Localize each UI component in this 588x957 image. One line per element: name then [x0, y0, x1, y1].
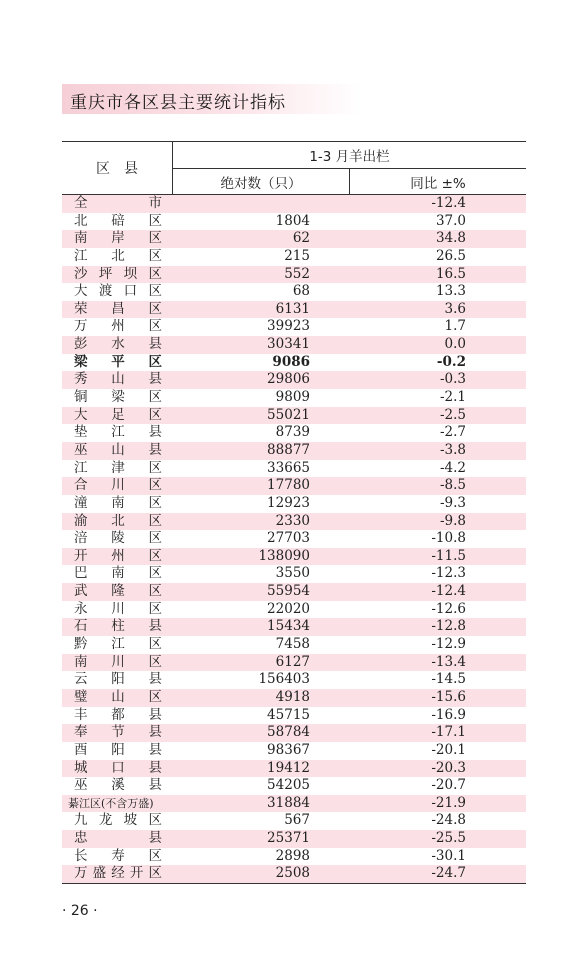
- absolute-value: 27703: [267, 530, 310, 547]
- table-row: [62, 477, 526, 495]
- absolute-value: 6127: [275, 653, 310, 670]
- absolute-value: 22020: [267, 600, 310, 617]
- table-row: [62, 407, 526, 425]
- absolute-value: 54205: [267, 777, 310, 794]
- table-row: [62, 671, 526, 689]
- table-row: [62, 707, 526, 725]
- district-name: 合 川 区: [74, 477, 162, 494]
- yoy-value: -2.1: [439, 389, 466, 406]
- table-row: [62, 760, 526, 778]
- absolute-value: 2898: [275, 847, 310, 864]
- yoy-value: -2.7: [439, 424, 466, 441]
- table-row: [62, 442, 526, 460]
- yoy-value: -12.3: [431, 565, 466, 582]
- absolute-value: 6131: [275, 300, 310, 317]
- absolute-value: 45715: [267, 706, 310, 723]
- district-name: 忠 县: [74, 830, 162, 847]
- yoy-value: -13.4: [431, 653, 466, 670]
- absolute-value: 31884: [267, 794, 310, 811]
- district-name: 九 龙 坡 区: [74, 812, 162, 829]
- table-row: [62, 724, 526, 742]
- table-row: [62, 742, 526, 760]
- absolute-value: 138090: [258, 547, 310, 564]
- yoy-value: -20.3: [431, 759, 466, 776]
- district-name: 大 渡 口 区: [74, 283, 162, 300]
- absolute-value: 19412: [267, 759, 310, 776]
- table-row: [62, 689, 526, 707]
- yoy-value: 0.0: [444, 336, 466, 353]
- absolute-value: 55954: [267, 583, 310, 600]
- district-name: 奉 节 县: [74, 724, 162, 741]
- district-name: 綦江区(不含万盛): [68, 796, 154, 810]
- table-row: [62, 548, 526, 566]
- district-name: 铜 梁 区: [74, 389, 162, 406]
- yoy-value: -25.5: [431, 830, 466, 847]
- header-district: 区县: [96, 161, 152, 177]
- table-row: [62, 583, 526, 601]
- absolute-value: 29806: [267, 371, 310, 388]
- district-name: 潼 南 区: [74, 494, 162, 511]
- header-group: 1-3 月羊出栏: [173, 142, 526, 169]
- table-row: [62, 530, 526, 548]
- table-body: [62, 195, 526, 883]
- table-row: [62, 636, 526, 654]
- district-name: 南 岸 区: [74, 230, 162, 247]
- absolute-value: 9086: [272, 353, 310, 370]
- absolute-value: 12923: [267, 494, 310, 511]
- absolute-value: 30341: [267, 336, 310, 353]
- district-name: 酉 阳 县: [74, 741, 162, 758]
- absolute-value: 88877: [267, 441, 310, 458]
- table-row: [62, 460, 526, 478]
- yoy-value: -12.6: [431, 600, 466, 617]
- table-row: [62, 230, 526, 248]
- district-name: 沙 坪 坝 区: [74, 265, 162, 282]
- yoy-value: -20.7: [431, 777, 466, 794]
- absolute-value: 2508: [275, 865, 310, 882]
- district-name: 涪 陵 区: [74, 530, 162, 547]
- yoy-value: -12.4: [431, 195, 466, 211]
- table-row: [62, 301, 526, 319]
- absolute-value: 98367: [267, 741, 310, 758]
- yoy-value: -24.8: [431, 812, 466, 829]
- yoy-value: -17.1: [431, 724, 466, 741]
- yoy-value: -0.3: [439, 371, 466, 388]
- district-name: 巴 南 区: [74, 565, 162, 582]
- stats-table: [62, 141, 526, 884]
- table-row: [62, 848, 526, 866]
- yoy-value: -30.1: [431, 847, 466, 864]
- district-name: 江 津 区: [74, 459, 162, 476]
- yoy-value: -12.4: [431, 583, 466, 600]
- yoy-value: -12.9: [431, 636, 466, 653]
- table-row: [62, 495, 526, 513]
- district-name: 巫 山 县: [74, 441, 162, 458]
- absolute-value: 1804: [275, 212, 310, 229]
- yoy-value: -9.8: [439, 512, 466, 529]
- yoy-value: -12.8: [431, 618, 466, 635]
- table-row: [62, 513, 526, 531]
- district-name: 城 口 县: [74, 759, 162, 776]
- yoy-value: 13.3: [435, 283, 466, 300]
- absolute-value: 33665: [267, 459, 310, 476]
- absolute-value: 3550: [275, 565, 310, 582]
- yoy-value: -15.6: [431, 688, 466, 705]
- table-row: [62, 812, 526, 830]
- absolute-value: 62: [292, 230, 310, 247]
- yoy-value: -9.3: [439, 494, 466, 511]
- table-row: [62, 777, 526, 795]
- absolute-value: 39923: [267, 318, 310, 335]
- table-row: [62, 248, 526, 266]
- district-name: 渝 北 区: [74, 512, 162, 529]
- yoy-value: -3.8: [439, 441, 466, 458]
- district-name: 秀 山 县: [74, 371, 162, 388]
- header-absolute: 绝对数（只）: [220, 175, 302, 192]
- table-row: [62, 795, 526, 813]
- district-name: 永 川 区: [74, 600, 162, 617]
- district-name: 石 柱 县: [74, 618, 162, 635]
- district-name: 垫 江 县: [74, 424, 162, 441]
- district-name: 荣 昌 区: [74, 300, 162, 317]
- yoy-value: 26.5: [435, 247, 466, 264]
- yoy-value: 1.7: [444, 318, 466, 335]
- table-row: [62, 565, 526, 583]
- yoy-value: -2.5: [439, 406, 466, 423]
- table-row: [62, 830, 526, 848]
- yoy-value: 37.0: [435, 212, 466, 229]
- district-name: 江 北 区: [74, 247, 162, 264]
- district-name: 万 州 区: [74, 318, 162, 335]
- absolute-value: 7458: [275, 636, 310, 653]
- district-name: 武 隆 区: [74, 583, 162, 600]
- district-name: 云 阳 县: [74, 671, 162, 688]
- page-number: · 26 ·: [62, 903, 98, 919]
- table-row: [62, 318, 526, 336]
- yoy-value: -10.8: [431, 530, 466, 547]
- absolute-value: 215: [284, 247, 310, 264]
- district-name: 丰 都 县: [74, 706, 162, 723]
- table-row: [62, 654, 526, 672]
- absolute-value: 4918: [275, 688, 310, 705]
- yoy-value: -24.7: [431, 865, 466, 882]
- district-name: 长 寿 区: [74, 847, 162, 864]
- table-row: [62, 601, 526, 619]
- absolute-value: 68: [292, 283, 310, 300]
- district-name: 南 川 区: [74, 653, 162, 670]
- table-row: [62, 389, 526, 407]
- district-name: 彭 水 县: [74, 336, 162, 353]
- table-row: [62, 371, 526, 389]
- table-row: [62, 283, 526, 301]
- district-name: 黔 江 区: [74, 636, 162, 653]
- yoy-value: -14.5: [431, 671, 466, 688]
- table-header: [62, 141, 526, 195]
- bottom-rule: [62, 883, 526, 884]
- absolute-value: 567: [284, 812, 310, 829]
- absolute-value: 58784: [267, 724, 310, 741]
- district-name: 巫 溪 县: [74, 777, 162, 794]
- absolute-value: 2330: [275, 512, 310, 529]
- absolute-value: 9809: [275, 389, 310, 406]
- yoy-value: -8.5: [439, 477, 466, 494]
- absolute-value: 17780: [267, 477, 310, 494]
- district-name: 北 碚 区: [74, 212, 162, 229]
- absolute-value: 15434: [267, 618, 310, 635]
- table-row: [62, 865, 526, 883]
- table-row: [62, 618, 526, 636]
- absolute-value: 8739: [275, 424, 310, 441]
- header-yoy: 同比 ±%: [410, 175, 466, 192]
- yoy-value: -4.2: [439, 459, 466, 476]
- absolute-value: 55021: [267, 406, 310, 423]
- table-row: [62, 354, 526, 372]
- absolute-value: 552: [284, 265, 310, 282]
- absolute-value: 25371: [267, 830, 310, 847]
- table-row: [62, 424, 526, 442]
- yoy-value: -16.9: [431, 706, 466, 723]
- yoy-value: 3.6: [444, 300, 466, 317]
- table-row: [62, 213, 526, 231]
- yoy-value: -0.2: [436, 353, 466, 370]
- absolute-value: 156403: [258, 671, 310, 688]
- district-name: 璧 山 区: [74, 688, 162, 705]
- table-row: [62, 266, 526, 284]
- district-name: 梁 平 区: [74, 353, 162, 370]
- district-name: 大 足 区: [74, 406, 162, 423]
- yoy-value: 34.8: [435, 230, 466, 247]
- page-title: 重庆市各区县主要统计指标: [70, 93, 286, 113]
- yoy-value: 16.5: [435, 265, 466, 282]
- yoy-value: -21.9: [431, 794, 466, 811]
- district-name: 全 市: [74, 195, 162, 211]
- table-row: [62, 195, 526, 213]
- yoy-value: -20.1: [431, 741, 466, 758]
- table-row: [62, 336, 526, 354]
- district-name: 开 州 区: [74, 547, 162, 564]
- yoy-value: -11.5: [431, 547, 466, 564]
- district-name: 万 盛 经 开 区: [74, 865, 162, 882]
